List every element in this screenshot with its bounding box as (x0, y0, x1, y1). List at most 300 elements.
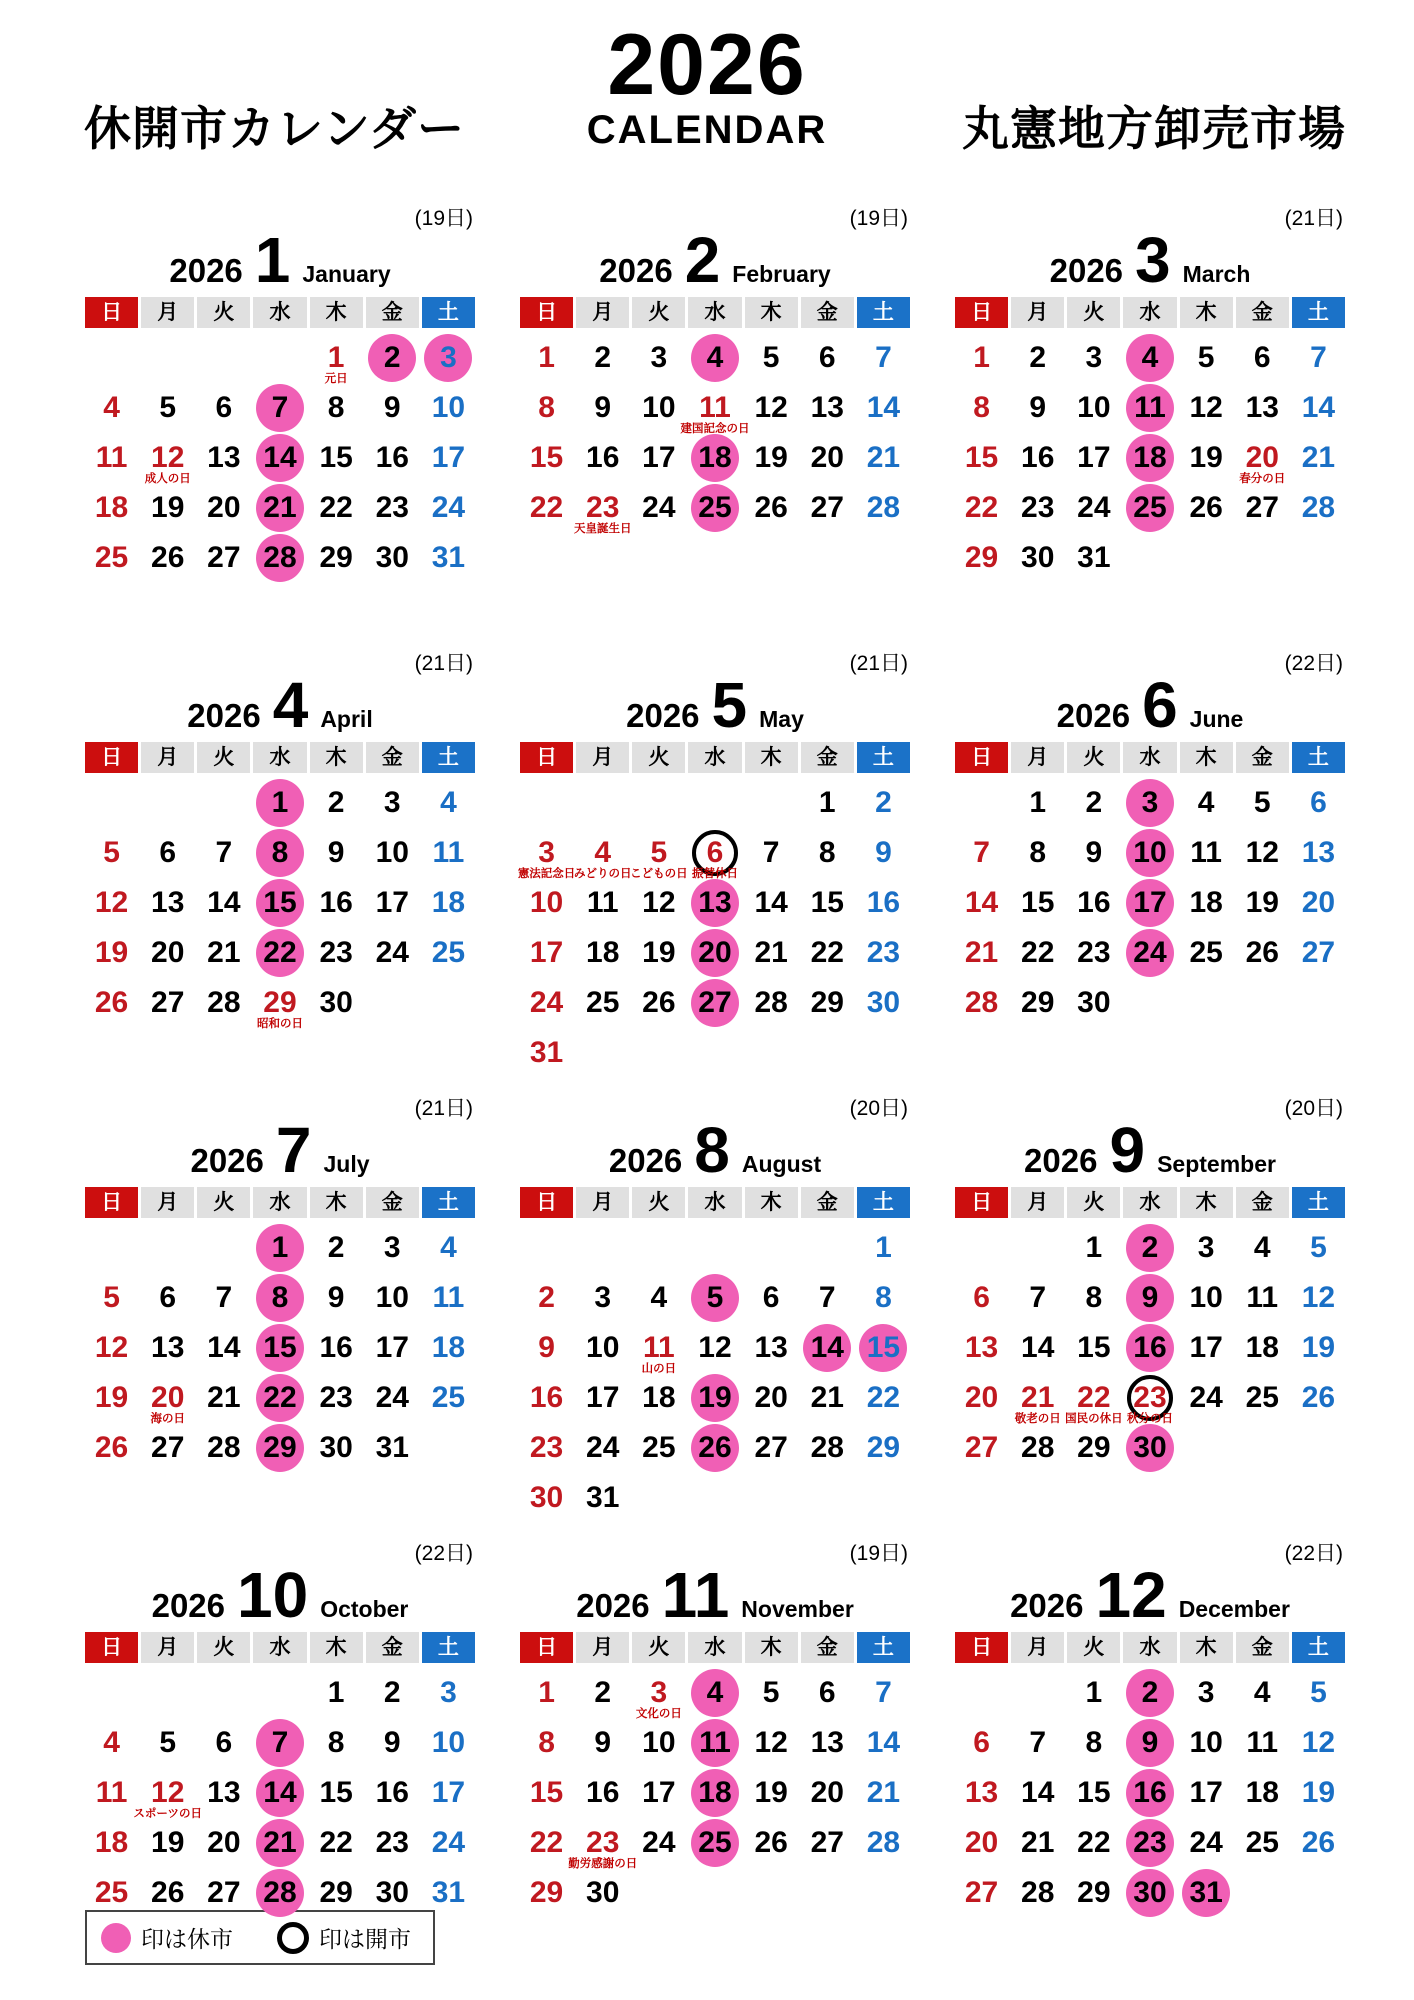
date-cell (366, 483, 419, 533)
date-cell (1067, 1718, 1120, 1768)
date-number: 12 (94, 1331, 129, 1364)
date-cell (1067, 1273, 1120, 1323)
weekday-header-mon: 月 (576, 1187, 629, 1218)
date-cell (253, 1273, 306, 1323)
date-number: 6 (215, 1726, 233, 1759)
date-cell (745, 928, 798, 978)
date-number: 30 (866, 986, 901, 1019)
date-cell (310, 483, 363, 533)
date-number: 9 (1029, 391, 1047, 424)
date-number: 21 (964, 936, 999, 969)
weekday-header-sun: 日 (955, 1632, 1008, 1663)
date-grid (85, 333, 475, 583)
date-cell (857, 383, 910, 433)
month-may (517, 650, 910, 1078)
month-number: 8 (694, 1114, 730, 1186)
weekday-header-thu: 木 (1180, 1187, 1233, 1218)
date-number: 30 (319, 1431, 353, 1464)
legend-open-label: 印は開市 (319, 1926, 411, 1952)
month-november (520, 1540, 910, 1918)
weekday-header-sat: 土 (1292, 297, 1345, 328)
date-number: 2 (1141, 1231, 1159, 1264)
date-cell (632, 383, 685, 433)
date-cell (1011, 878, 1064, 928)
weekday-header-row (520, 742, 910, 773)
date-number: 2 (327, 786, 345, 819)
date-cell (1180, 1718, 1233, 1768)
month-year: 2026 (190, 1142, 264, 1179)
date-cell (422, 778, 475, 828)
weekday-header-thu: 木 (310, 1632, 363, 1663)
date-cell (366, 778, 419, 828)
date-number: 12 (151, 441, 185, 474)
date-number: 17 (431, 441, 466, 474)
month-name: February (732, 261, 831, 287)
date-number: 22 (810, 936, 844, 969)
weekday-header-sun: 日 (520, 1187, 573, 1218)
date-cell (801, 828, 854, 878)
date-number: 26 (1301, 1826, 1336, 1859)
date-number: 15 (964, 441, 999, 474)
weekday-header-sun: 日 (955, 297, 1008, 328)
date-cell (1180, 778, 1233, 828)
date-number: 26 (94, 986, 129, 1019)
date-number: 22 (1077, 1826, 1111, 1859)
date-cell (632, 878, 685, 928)
holiday-label: 秋分の日 (1126, 1413, 1173, 1425)
date-number: 20 (810, 441, 844, 474)
date-cell (745, 1718, 798, 1768)
date-number: 23 (1133, 1381, 1167, 1414)
date-number: 13 (1301, 836, 1336, 869)
date-cell (1292, 1373, 1345, 1423)
date-number: 19 (1301, 1331, 1336, 1364)
date-number: 12 (1189, 391, 1223, 424)
month-open-day-count: (20日) (1284, 1097, 1343, 1120)
date-number: 10 (1189, 1281, 1223, 1314)
date-number: 1 (875, 1231, 892, 1264)
month-year: 2026 (151, 1587, 226, 1624)
date-cell (1180, 383, 1233, 433)
date-number: 11 (699, 1726, 731, 1759)
date-number: 30 (375, 541, 409, 574)
date-number: 2 (383, 1676, 401, 1709)
date-cell (520, 383, 573, 433)
date-number: 17 (642, 441, 676, 474)
date-cell (366, 1273, 419, 1323)
date-number: 7 (1310, 341, 1327, 374)
date-cell (801, 978, 854, 1028)
date-number: 27 (964, 1431, 999, 1464)
date-cell (1011, 1868, 1064, 1918)
date-number: 11 (432, 1281, 465, 1314)
date-number: 20 (1245, 441, 1279, 474)
date-cell (141, 1423, 194, 1473)
date-cell (1011, 778, 1064, 828)
date-cell (520, 1668, 573, 1718)
date-number: 10 (431, 1726, 466, 1759)
date-number: 5 (650, 836, 668, 869)
date-number: 28 (1021, 1876, 1055, 1909)
date-cell (688, 1273, 741, 1323)
month-name: October (320, 1596, 409, 1622)
date-number: 6 (1310, 786, 1327, 819)
date-cell (955, 1718, 1008, 1768)
date-cell (1011, 333, 1064, 383)
date-number: 14 (1301, 391, 1336, 424)
date-number: 22 (319, 1826, 353, 1859)
date-number: 10 (1189, 1726, 1223, 1759)
date-number: 17 (586, 1381, 620, 1414)
date-number: 29 (810, 986, 844, 1019)
weekday-header-sat: 土 (1292, 742, 1345, 773)
date-cell (1236, 878, 1289, 928)
date-cell (310, 878, 363, 928)
date-cell (1123, 828, 1176, 878)
date-number: 26 (1245, 936, 1279, 969)
date-cell (801, 1818, 854, 1868)
date-cell (520, 1868, 573, 1918)
date-cell (141, 828, 194, 878)
month-number: 10 (237, 1559, 309, 1631)
date-number: 29 (1021, 986, 1055, 1019)
date-number: 31 (529, 1036, 564, 1069)
weekday-header-tue: 火 (632, 1187, 685, 1218)
date-cell (85, 433, 138, 483)
date-cell (1236, 828, 1289, 878)
date-number: 24 (431, 491, 466, 524)
date-number: 21 (1021, 1381, 1055, 1414)
calendar-grid (85, 205, 1345, 1985)
date-cell (630, 828, 688, 880)
month-number: 6 (1142, 669, 1178, 741)
date-cell (520, 878, 573, 928)
date-number: 21 (754, 936, 788, 969)
date-number: 2 (1085, 786, 1103, 819)
date-number: 15 (529, 441, 564, 474)
date-number: 13 (698, 886, 732, 919)
date-cell (520, 978, 573, 1028)
holiday-label: スポーツの日 (133, 1808, 202, 1820)
date-number: 19 (1301, 1776, 1336, 1809)
holiday-label: 昭和の日 (256, 1018, 303, 1030)
date-cell (1180, 1223, 1233, 1273)
date-number: 9 (383, 391, 401, 424)
date-cell (1011, 1718, 1064, 1768)
weekday-header-row (520, 297, 910, 328)
date-cell (197, 1423, 250, 1473)
date-cell (1067, 433, 1120, 483)
weekday-header-mon: 月 (576, 297, 629, 328)
date-number: 5 (762, 1676, 780, 1709)
date-cell (1067, 1223, 1120, 1273)
legend-closed-label: 印は休市 (141, 1926, 233, 1952)
month-year: 2026 (608, 1142, 683, 1179)
weekday-header-thu: 木 (1180, 742, 1233, 773)
date-cell (1180, 1868, 1233, 1918)
date-cell (1123, 483, 1176, 533)
date-number: 8 (327, 1726, 345, 1759)
date-cell (366, 533, 419, 583)
date-cell (253, 1373, 306, 1423)
date-number: 25 (431, 1381, 466, 1414)
date-number: 3 (1141, 786, 1159, 819)
date-number: 28 (207, 1431, 241, 1464)
date-cell (1180, 333, 1233, 383)
date-cell (520, 1323, 573, 1373)
date-cell (85, 1423, 138, 1473)
date-cell (1067, 1668, 1120, 1718)
date-number: 20 (207, 1826, 241, 1859)
date-number: 6 (159, 1281, 177, 1314)
weekday-header-sun: 日 (85, 742, 138, 773)
date-cell (1292, 483, 1345, 533)
weekday-header-sun: 日 (520, 742, 573, 773)
date-cell (1067, 1323, 1120, 1373)
date-number: 20 (698, 936, 732, 969)
date-number: 23 (1133, 1826, 1167, 1859)
date-number: 9 (383, 1726, 401, 1759)
month-name: August (741, 1151, 822, 1177)
date-cell (1292, 778, 1345, 828)
date-number: 24 (642, 1826, 676, 1859)
date-cell (366, 1818, 419, 1868)
date-cell (857, 828, 910, 878)
date-cell (568, 1818, 638, 1870)
date-number: 16 (319, 1331, 353, 1364)
date-number: 23 (319, 1381, 353, 1414)
date-number: 12 (151, 1776, 185, 1809)
date-number: 23 (319, 936, 353, 969)
date-cell (197, 978, 250, 1028)
weekday-header-wed: 水 (253, 1632, 306, 1663)
date-cell (688, 1718, 741, 1768)
date-cell (85, 1323, 138, 1373)
month-open-day-count: (22日) (1284, 1542, 1343, 1565)
date-number: 2 (594, 341, 612, 374)
date-number: 22 (263, 936, 297, 969)
date-cell (197, 483, 250, 533)
date-number: 28 (810, 1431, 844, 1464)
date-number: 29 (319, 1876, 353, 1909)
holiday-label: 元日 (324, 373, 348, 385)
date-number: 29 (529, 1876, 564, 1909)
date-cell (576, 1473, 629, 1523)
date-cell (366, 928, 419, 978)
date-number: 10 (431, 391, 466, 424)
date-number: 8 (875, 1281, 892, 1314)
weekday-header-wed: 水 (253, 742, 306, 773)
holiday-label: 憲法記念日 (517, 868, 576, 880)
date-cell (576, 333, 629, 383)
date-cell (422, 1323, 475, 1373)
holiday-label: 敬老の日 (1014, 1413, 1061, 1425)
weekday-header-fri: 金 (1236, 1632, 1289, 1663)
date-number: 22 (1077, 1381, 1111, 1414)
date-cell (253, 978, 306, 1028)
date-cell (857, 483, 910, 533)
date-grid (520, 1223, 910, 1523)
date-number: 27 (1301, 936, 1336, 969)
date-cell (955, 1373, 1008, 1423)
date-cell (422, 1373, 475, 1423)
holiday-label: 春分の日 (1239, 473, 1286, 485)
date-number: 13 (754, 1331, 788, 1364)
date-number: 28 (964, 986, 999, 1019)
date-cell (857, 1223, 910, 1273)
date-cell (141, 433, 194, 483)
date-cell (1180, 1818, 1233, 1868)
date-number: 1 (538, 1676, 555, 1709)
date-number: 11 (432, 836, 465, 869)
date-cell (688, 483, 741, 533)
date-cell (517, 828, 576, 880)
date-cell (688, 1423, 741, 1473)
weekday-header-sun: 日 (85, 297, 138, 328)
date-cell (576, 1273, 629, 1323)
date-number: 11 (1190, 836, 1222, 869)
weekday-header-thu: 木 (745, 1632, 798, 1663)
date-number: 1 (973, 341, 990, 374)
date-cell (197, 1718, 250, 1768)
date-cell (366, 878, 419, 928)
date-cell (310, 1373, 363, 1423)
month-year: 2026 (1024, 1142, 1098, 1179)
month-headline (85, 224, 475, 296)
date-cell (576, 1718, 629, 1768)
closed-market-circle-icon (101, 1923, 131, 1953)
date-number: 1 (327, 341, 345, 374)
date-number: 20 (151, 1381, 185, 1414)
date-number: 18 (698, 1776, 732, 1809)
date-number: 3 (594, 1281, 612, 1314)
weekday-header-wed: 水 (688, 1187, 741, 1218)
date-cell (745, 1273, 798, 1323)
weekday-header-fri: 金 (801, 297, 854, 328)
date-number: 12 (1301, 1281, 1336, 1314)
date-cell (632, 1323, 685, 1373)
date-cell (801, 1718, 854, 1768)
date-number: 5 (706, 1281, 724, 1314)
date-cell (141, 1273, 194, 1323)
date-cell (1067, 778, 1120, 828)
month-july (85, 1095, 475, 1473)
date-number: 17 (1189, 1776, 1223, 1809)
date-cell (1123, 928, 1176, 978)
date-number: 1 (1029, 786, 1047, 819)
date-number: 8 (538, 1726, 555, 1759)
date-cell (197, 1323, 250, 1373)
month-open-day-count: (20日) (849, 1097, 908, 1120)
date-cell (745, 1423, 798, 1473)
date-number: 26 (642, 986, 676, 1019)
page-title-left: 休開市カレンダー (84, 102, 465, 155)
open-market-ring-icon (277, 1922, 309, 1954)
date-cell (310, 828, 363, 878)
date-cell (422, 878, 475, 928)
date-cell (310, 1768, 363, 1818)
date-cell (1067, 1768, 1120, 1818)
holiday-label: 天皇誕生日 (573, 523, 632, 535)
date-number: 27 (964, 1876, 999, 1909)
date-number: 9 (875, 836, 892, 869)
date-number: 24 (586, 1431, 620, 1464)
date-number: 9 (1141, 1281, 1159, 1314)
weekday-header-wed: 水 (688, 742, 741, 773)
date-cell (85, 1373, 138, 1423)
date-number: 13 (207, 441, 241, 474)
date-number: 18 (698, 441, 732, 474)
date-number: 3 (650, 341, 668, 374)
date-number: 23 (1077, 936, 1111, 969)
date-cell (1067, 978, 1120, 1028)
date-cell (801, 1373, 854, 1423)
date-number: 16 (586, 1776, 620, 1809)
date-cell (857, 928, 910, 978)
weekday-header-tue: 火 (1067, 742, 1120, 773)
date-number: 28 (207, 986, 241, 1019)
date-number: 8 (1085, 1281, 1103, 1314)
date-number: 20 (1301, 886, 1336, 919)
date-cell (745, 1323, 798, 1373)
date-number: 21 (866, 441, 901, 474)
date-number: 24 (1077, 491, 1111, 524)
date-number: 13 (810, 391, 844, 424)
weekday-header-fri: 金 (801, 742, 854, 773)
date-number: 30 (1133, 1876, 1167, 1909)
date-number: 7 (762, 836, 780, 869)
date-cell (576, 1668, 629, 1718)
date-cell (1292, 1668, 1345, 1718)
month-open-day-count: (21日) (849, 652, 908, 675)
date-cell (85, 1768, 138, 1818)
date-cell (310, 928, 363, 978)
date-cell (801, 1668, 854, 1718)
date-number: 26 (754, 491, 788, 524)
date-cell (197, 828, 250, 878)
date-cell (141, 1323, 194, 1373)
date-cell (520, 1273, 573, 1323)
date-number: 18 (431, 886, 466, 919)
date-number: 17 (529, 936, 564, 969)
date-number: 2 (1141, 1676, 1159, 1709)
date-number: 30 (319, 986, 353, 1019)
weekday-header-tue: 火 (1067, 1187, 1120, 1218)
date-number: 6 (818, 341, 836, 374)
date-cell (688, 878, 741, 928)
date-number: 15 (319, 441, 353, 474)
date-number: 7 (271, 1726, 289, 1759)
date-number: 29 (319, 541, 353, 574)
date-number: 26 (1189, 491, 1223, 524)
date-cell (1236, 1273, 1289, 1323)
month-open-day-count: (21日) (414, 1097, 473, 1120)
date-cell (310, 1423, 363, 1473)
date-cell (1292, 1223, 1345, 1273)
weekday-header-wed: 水 (688, 297, 741, 328)
date-cell (857, 433, 910, 483)
date-number: 8 (818, 836, 836, 869)
date-cell (1067, 333, 1120, 383)
month-headline (955, 669, 1345, 741)
date-number: 9 (594, 1726, 612, 1759)
month-year: 2026 (169, 252, 243, 289)
date-number: 8 (538, 391, 555, 424)
month-headline (520, 1559, 910, 1631)
date-number: 16 (529, 1381, 564, 1414)
date-number: 29 (964, 541, 999, 574)
date-number: 29 (866, 1431, 901, 1464)
